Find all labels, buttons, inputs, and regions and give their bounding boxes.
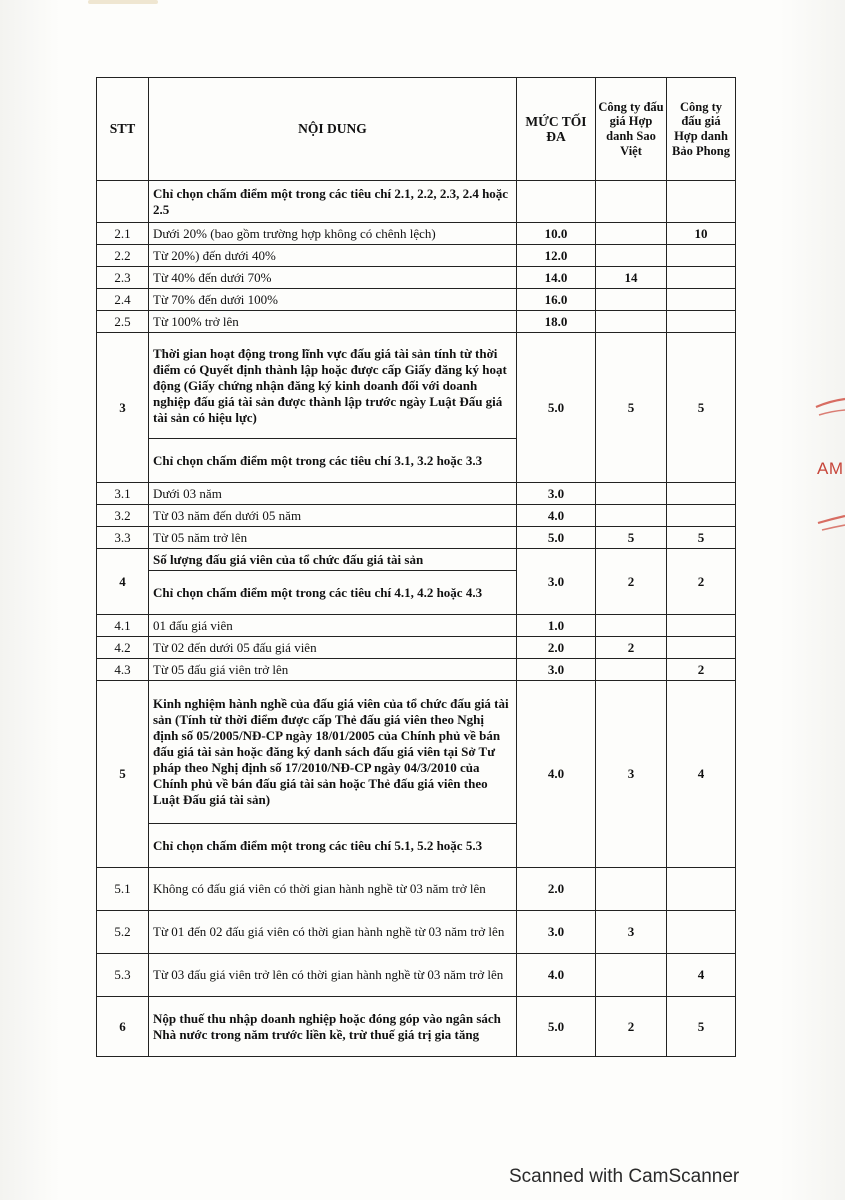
max-cell: 5.0 [517,333,596,483]
table-row [97,181,736,223]
header-company-bao-phong: Công ty đấu giá Hợp danh Bảo Phong [667,78,736,181]
table-row [97,954,736,997]
max-cell: 3.0 [517,659,596,681]
content-cell: Từ 03 đấu giá viên trở lên có thời gian hành nghề từ 03 năm trở lên [149,954,517,997]
company1-cell [596,223,667,245]
company1-cell [596,311,667,333]
max-cell: 10.0 [517,223,596,245]
company1-cell: 14 [596,267,667,289]
table-row [97,527,736,549]
table-row [97,659,736,681]
content-cell: Kinh nghiệm hành nghề của đấu giá viên của tổ chức đấu giá tài sản (Tính từ thời điểm được cấp Thẻ đấu giá viên theo Nghị định số 05/2005/NĐ-CP ngày 18/01/2005 của Chính phủ về bán đấu giá tài sản hoặc đăng ký danh sách đấu giá viên tại Sở Tư pháp theo Nghị định số 17/2010/NĐ-CP ngày 04/3/2010 của Chính phủ về bán đấu giá tài sản hoặc Thẻ đấu giá viên theo Luật Đấu giá tài sản) [149,681,517,824]
company2-cell [667,615,736,637]
company1-cell [596,868,667,911]
stt-cell: 2.2 [97,245,149,267]
content-cell: Từ 70% đến dưới 100% [149,289,517,311]
max-cell: 5.0 [517,527,596,549]
max-cell: 4.0 [517,505,596,527]
stt-cell: 3 [97,333,149,483]
max-cell: 12.0 [517,245,596,267]
company2-cell [667,181,736,223]
max-cell: 16.0 [517,289,596,311]
company1-cell: 2 [596,637,667,659]
table-row [97,289,736,311]
stt-cell: 2.1 [97,223,149,245]
header-stt: STT [97,78,149,181]
company2-cell: 5 [667,333,736,483]
stt-cell: 5.2 [97,911,149,954]
table-row [97,333,736,439]
content-subcell: Chỉ chọn chấm điểm một trong các tiêu chí 4.1, 4.2 hoặc 4.3 [149,571,517,615]
company1-cell [596,245,667,267]
max-cell [517,181,596,223]
company1-cell: 2 [596,549,667,615]
content-cell: Dưới 03 năm [149,483,517,505]
content-cell: Số lượng đấu giá viên của tổ chức đấu giá tài sản [149,549,517,571]
scanner-watermark: Scanned with CamScanner [509,1166,740,1187]
table-row [97,637,736,659]
content-cell: Dưới 20% (bao gồm trường hợp không có chênh lệch) [149,223,517,245]
content-cell: Từ 40% đến dưới 70% [149,267,517,289]
company1-cell [596,181,667,223]
company1-cell [596,289,667,311]
company2-cell [667,483,736,505]
header-content: NỘI DUNG [149,78,517,181]
company2-cell [667,505,736,527]
max-cell: 3.0 [517,549,596,615]
company2-cell [667,868,736,911]
content-cell: Không có đấu giá viên có thời gian hành nghề từ 03 năm trở lên [149,868,517,911]
stt-cell: 3.3 [97,527,149,549]
stt-cell: 6 [97,997,149,1057]
stt-cell: 4.3 [97,659,149,681]
table-row [97,911,736,954]
stt-cell: 2.3 [97,267,149,289]
company1-cell: 3 [596,681,667,868]
company1-cell [596,483,667,505]
company2-cell: 4 [667,681,736,868]
table-row [97,245,736,267]
content-cell: Từ 01 đến 02 đấu giá viên có thời gian hành nghề từ 03 năm trở lên [149,911,517,954]
table-row [97,681,736,824]
company1-cell: 3 [596,911,667,954]
table-row [97,868,736,911]
max-cell: 5.0 [517,997,596,1057]
table-row [97,505,736,527]
max-cell: 2.0 [517,868,596,911]
stt-cell: 5 [97,681,149,868]
seal-text-fragment: AM [817,459,844,478]
stt-cell: 3.2 [97,505,149,527]
company2-cell: 4 [667,954,736,997]
company2-cell [667,289,736,311]
content-cell: Từ 05 đấu giá viên trở lên [149,659,517,681]
max-cell: 1.0 [517,615,596,637]
content-cell: Chỉ chọn chấm điểm một trong các tiêu chí 2.1, 2.2, 2.3, 2.4 hoặc 2.5 [149,181,517,223]
stt-cell: 4.1 [97,615,149,637]
company2-cell [667,637,736,659]
content-cell: Từ 05 năm trở lên [149,527,517,549]
company1-cell [596,954,667,997]
max-cell: 3.0 [517,911,596,954]
stt-cell: 4.2 [97,637,149,659]
table-row [97,615,736,637]
company1-cell [596,659,667,681]
company2-cell: 5 [667,527,736,549]
max-cell: 14.0 [517,267,596,289]
content-cell: Từ 100% trở lên [149,311,517,333]
content-subcell: Chỉ chọn chấm điểm một trong các tiêu chí 5.1, 5.2 hoặc 5.3 [149,824,517,868]
header-company-sao-viet: Công ty đấu giá Hợp danh Sao Việt [596,78,667,181]
company2-cell: 10 [667,223,736,245]
max-cell: 2.0 [517,637,596,659]
company1-cell: 5 [596,333,667,483]
content-cell: Từ 20%) đến dưới 40% [149,245,517,267]
table-row [97,483,736,505]
stt-cell: 2.5 [97,311,149,333]
max-cell: 4.0 [517,681,596,868]
content-cell: Nộp thuế thu nhập doanh nghiệp hoặc đóng góp vào ngân sách Nhà nước trong năm trước liền kề, trừ thuế giá trị gia tăng [149,997,517,1057]
company2-cell [667,311,736,333]
company2-cell [667,267,736,289]
stt-cell: 2.4 [97,289,149,311]
company1-cell [596,615,667,637]
table-row [97,549,736,571]
stt-cell: 5.1 [97,868,149,911]
content-cell: Từ 02 đến dưới 05 đấu giá viên [149,637,517,659]
paper-smudge [88,0,158,4]
max-cell: 18.0 [517,311,596,333]
content-cell: 01 đấu giá viên [149,615,517,637]
company2-cell: 2 [667,549,736,615]
content-cell: Thời gian hoạt động trong lĩnh vực đấu giá tài sản tính từ thời điểm có Quyết định thành lập hoặc được cấp Giấy đăng ký hoạt động (Giấy chứng nhận đăng ký kinh doanh đối với doanh nghiệp đấu giá tài sản được thành lập trước ngày Luật Đấu giá tài sản có hiệu lực) [149,333,517,439]
max-cell: 4.0 [517,954,596,997]
company2-cell [667,245,736,267]
max-cell: 3.0 [517,483,596,505]
table-row [97,267,736,289]
content-cell: Từ 03 năm đến dưới 05 năm [149,505,517,527]
table-row [97,997,736,1057]
scoring-table [96,77,736,1057]
company1-cell: 2 [596,997,667,1057]
company1-cell: 5 [596,527,667,549]
stt-cell: 5.3 [97,954,149,997]
table-row [97,311,736,333]
company1-cell [596,505,667,527]
company2-cell [667,911,736,954]
company2-cell: 2 [667,659,736,681]
table-row [97,223,736,245]
stt-cell [97,181,149,223]
company2-cell: 5 [667,997,736,1057]
stt-cell: 4 [97,549,149,615]
stt-cell: 3.1 [97,483,149,505]
content-subcell: Chỉ chọn chấm điểm một trong các tiêu chí 3.1, 3.2 hoặc 3.3 [149,439,517,483]
header-max-score: MỨC TỐI ĐA [517,78,596,181]
header-row [97,78,736,181]
